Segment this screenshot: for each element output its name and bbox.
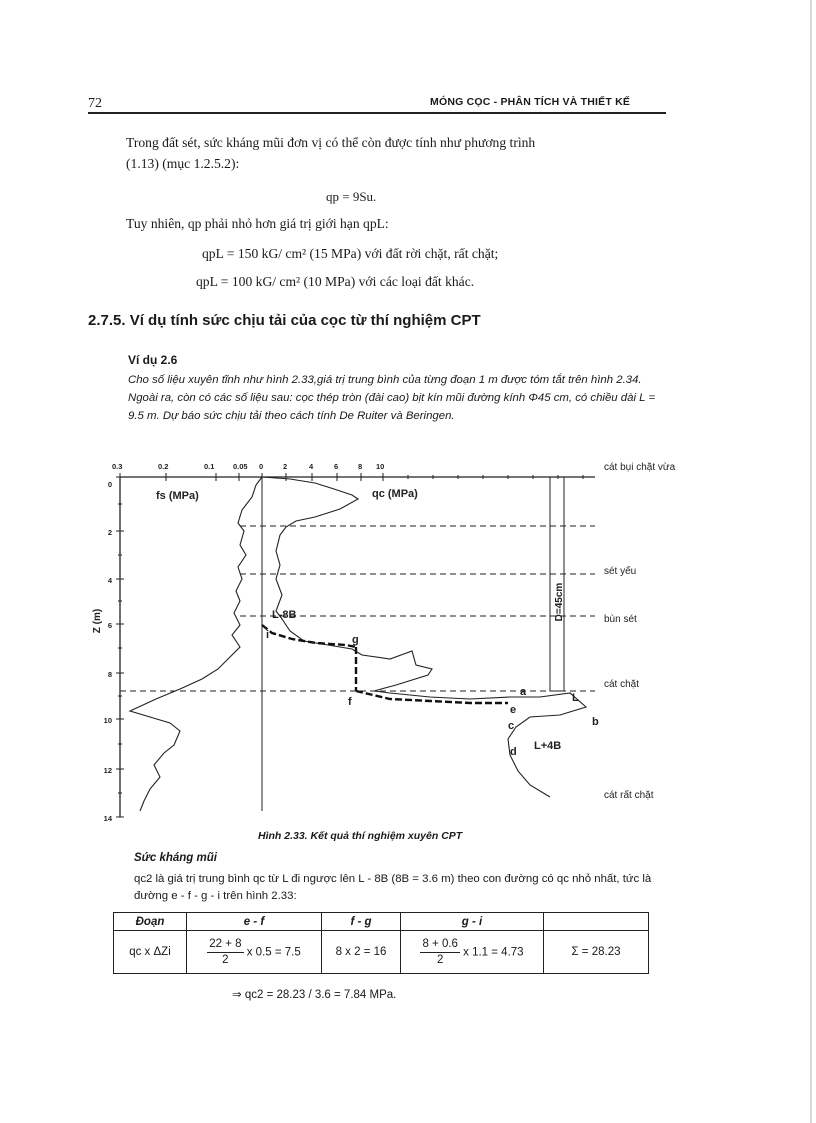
- fraction-gi: [420, 937, 460, 968]
- soil-layer: cát chặt: [604, 679, 640, 690]
- fs-tick: 0.2: [158, 462, 169, 471]
- fraction-ef: [207, 937, 243, 968]
- point-label: L: [572, 692, 579, 704]
- section-heading: 2.7.5. Ví dụ tính sức chịu tải của cọc từ thí nghiệm CPT: [88, 312, 481, 329]
- point-label: L-8B: [272, 609, 297, 621]
- depth-tick: 4: [107, 576, 112, 585]
- depth-tick: 2: [107, 528, 112, 537]
- qc-tick: 6: [334, 462, 339, 471]
- point-label: i: [266, 629, 270, 641]
- tip-heading: Sức kháng mũi: [134, 852, 217, 864]
- qc-curve-label: qc (MPa): [372, 488, 418, 500]
- depth-tick: 14: [103, 814, 112, 823]
- cell-fg: 8 x 2 = 16: [322, 931, 401, 974]
- example-body: Cho số liệu xuyên tĩnh như hình 2.33,giá trị trung bình của từng đoạn 1 m được tóm tắt trên hình 2.34. Ngoài ra, còn có các số liệu sau: cọc thép tròn (đài cao) bịt kín mũi đường kính Φ45 cm, có chiều dài L = 9.5 m. Dự báo sức chịu tải theo cách tính De Ruiter và Beringen.: [128, 374, 656, 422]
- intro-line-2: (1.13) (mục 1.2.5.2):: [126, 156, 240, 171]
- table-header: e - f: [187, 913, 322, 931]
- qc-tick: 8: [358, 462, 363, 471]
- table-header: [544, 913, 649, 931]
- depth-tick: 10: [103, 716, 112, 725]
- table-header: Đoạn: [114, 913, 187, 931]
- fraction-denominator: 2: [222, 953, 229, 966]
- cell-ef: [187, 931, 322, 974]
- point-label: c: [508, 720, 515, 732]
- fs-tick: 0.05: [233, 462, 248, 471]
- point-label: L+4B: [534, 740, 562, 752]
- cell-sum: Σ = 28.23: [544, 931, 649, 974]
- limit-sand: qpL = 150 kG/ cm² (15 MPa) với đất rời chặt, rất chặt;: [202, 246, 499, 261]
- cell-ef-tail: x 0.5 = 7.5: [246, 946, 301, 959]
- point-label: a: [520, 686, 527, 698]
- pile-diameter-label: D=45cm: [554, 582, 565, 622]
- depth-tick: 8: [107, 670, 112, 679]
- fs-curve: [130, 477, 262, 811]
- qc-tick: 2: [283, 462, 288, 471]
- fs-tick: 0: [259, 462, 264, 471]
- cell-gi-tail: x 1.1 = 4.73: [463, 946, 524, 959]
- soil-layer: cát rất chặt: [604, 790, 654, 801]
- soil-layer: sét yếu: [604, 566, 637, 577]
- limit-intro: Tuy nhiên, qp phải nhỏ hơn giá trị giới hạn qpL:: [126, 216, 389, 231]
- point-label: d: [510, 746, 517, 758]
- soil-layer: bùn sét: [604, 614, 637, 625]
- limit-other: qpL = 100 kG/ cm² (10 MPa) với các loại đất khác.: [196, 274, 475, 289]
- point-label: e: [510, 704, 517, 716]
- running-title: MÓNG CỌC - PHÂN TÍCH VÀ THIẾT KẾ: [430, 96, 631, 108]
- fraction-denominator: 2: [436, 953, 444, 966]
- equation-qp: qp = 9Su.: [326, 189, 377, 204]
- page-number: 72: [88, 96, 102, 111]
- fs-curve-label: fs (MPa): [156, 490, 199, 502]
- soil-layer: cát bụi chặt vừa: [604, 462, 676, 473]
- depth-tick: 6: [107, 621, 112, 630]
- page-edge-shadow: [810, 0, 812, 1123]
- cpt-figure: [90, 455, 690, 825]
- depth-tick: 0: [107, 480, 112, 489]
- depth-tick: 12: [103, 766, 112, 775]
- example-title: Ví dụ 2.6: [128, 353, 178, 367]
- point-label: f: [348, 696, 352, 708]
- fraction-numerator: 8 + 0.6: [420, 937, 460, 953]
- intro-line-1: Trong đất sét, sức kháng mũi đơn vị có thể còn được tính như phương trình: [126, 135, 536, 150]
- header-rule: [88, 112, 666, 114]
- table-header: f - g: [322, 913, 401, 931]
- calc-table: [113, 912, 649, 974]
- figure-caption: Hình 2.33. Kết quả thí nghiệm xuyên CPT: [258, 830, 463, 842]
- depth-axis-label: Z (m): [92, 608, 103, 634]
- fs-tick: 0.1: [204, 462, 215, 471]
- row-label: qc x ΔZi: [114, 931, 187, 974]
- fraction-numerator: 22 + 8: [207, 937, 243, 953]
- result-line: ⇒ qc2 = 28.23 / 3.6 = 7.84 MPa.: [232, 989, 397, 1001]
- tip-body: qc2 là giá trị trung bình qc từ L đi ngược lên L - 8B (8B = 3.6 m) theo con đường có qc nhỏ nhất, tức là đường e - f - g - i trên hình 2.33:: [134, 873, 652, 902]
- point-label: b: [592, 716, 599, 728]
- qc-tick: 10: [376, 462, 385, 471]
- fs-tick: 0.3: [112, 462, 123, 471]
- cell-gi: [401, 931, 544, 974]
- qc-tick: 4: [309, 462, 314, 471]
- table-header: g - i: [401, 913, 544, 931]
- point-label: g: [352, 634, 359, 646]
